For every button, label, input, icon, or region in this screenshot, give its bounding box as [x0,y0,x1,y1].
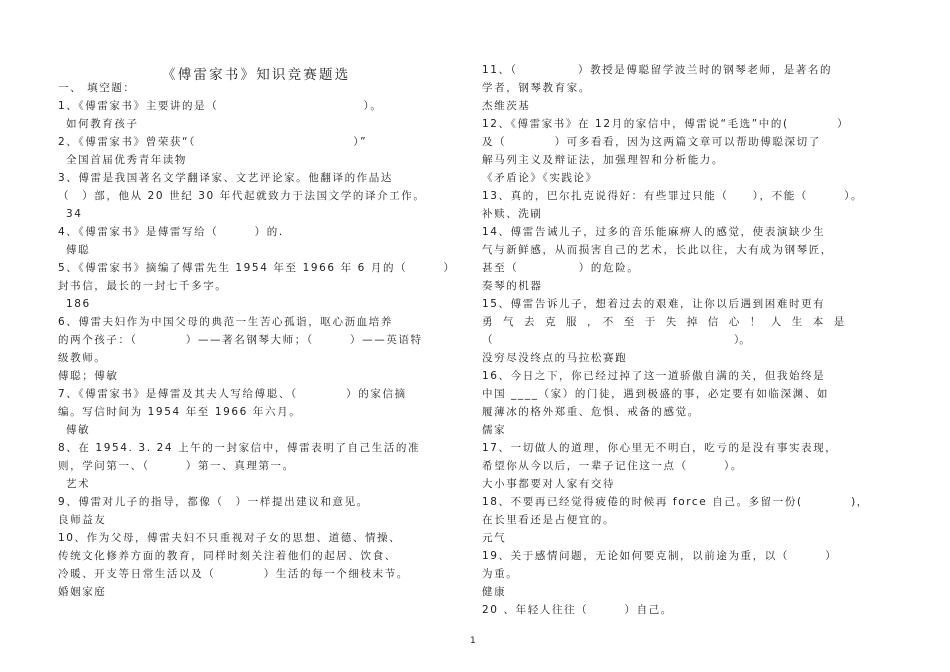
question-19-line-2: 为重。 [482,568,519,580]
answer-13: 补赎、洗刷 [482,208,543,220]
answer-3: 34 [66,208,83,220]
question-10-line-3: 冷暖、开支等日常生活以及（ ）生活的每一个细枝末节。 [58,568,409,580]
question-8-line-2: 则，学问第一、（ ）第一、真理第一。 [58,460,295,472]
question-14-line-1: 14、傅雷告诫儿子，过多的音乐能麻痹人的感觉，使表演缺少生 [482,226,826,238]
question-16-line-2: 中国 ____（家）的门徒，遇到极盛的事，必定要有如临深渊、如 [482,388,829,400]
answer-18: 元气 [482,532,507,544]
answer-1: 如何教育孩子 [66,118,139,130]
question-6-line-2: 的两个孩子：（ ）——著名钢琴大师；（ ）——英语特 [58,334,423,346]
question-17-line-2: 希望你从今以后，一辈子记住这一点（ ）。 [482,460,743,472]
answer-12: 《矛盾论》《实践论》 [482,172,598,184]
question-16-line-3: 履薄冰的格外郑重、危惧、戒备的感觉。 [482,406,700,418]
answer-10: 婚姻家庭 [58,586,107,598]
question-15-line-1: 15、傅雷告诉儿子，想着过去的艰难，让你以后遇到困难时更有 [482,298,826,310]
question-12-line-2: 及（ ）可多看看，因为这两篇文章可以帮助傅聪深切了 [482,136,821,148]
question-15-line-2: 勇 气 去 克 服 ， 不 至 于 失 掉 信 心 ！ 人 生 本 是 [482,316,845,328]
answer-2: 全国首届优秀青年读物 [66,154,187,166]
question-18-line-2: 在长里看还是占便宜的。 [482,514,616,526]
answer-6: 傅聪；傅敏 [58,370,119,382]
answer-16: 儒家 [482,424,507,436]
answer-9: 良师益友 [58,514,107,526]
answer-14: 奏琴的机器 [482,280,543,292]
answer-5: 186 [66,298,91,310]
question-13: 13、真的，巴尔扎克说得好：有些罪过只能（ ），不能（ ）。 [482,190,864,202]
answer-4: 傅聪 [66,244,91,256]
document-title: 《傅雷家书》知识竞赛题选 [162,67,351,83]
question-2: 2、《傅雷家书》曾荣获“（ ）” [58,136,368,148]
question-7-line-1: 7、《傅雷家书》是傅雷及其夫人写给傅聪、（ ）的家信摘 [58,388,407,400]
question-17-line-1: 17、一切做人的道理，你心里无不明白，吃亏的是没有事实表现， [482,442,838,454]
answer-15: 没穷尽没终点的马拉松赛跑 [482,352,628,364]
question-11-line-1: 11、（ ）教授是傅聪留学波兰时的钢琴老师，是著名的 [482,64,833,76]
question-5-line-2: 封书信，最长的一封七千多字。 [58,280,228,292]
question-5-line-1: 5、《傅雷家书》摘编了傅雷先生 1954 年至 1966 年 6 月的（ ） [58,262,456,274]
page-number: 1 [470,636,476,646]
question-3-line-2: （ ）部，他从 20 世纪 30 年代起就致力于法国文学的译介工作。 [58,190,426,202]
question-19-line-1: 19、关于感情问题，无论如何要克制，以前途为重，以（ ） [482,550,838,562]
question-14-line-2: 气与新鲜感，从而损害自己的艺术，长此以往，大有成为钢琴匠， [482,244,833,256]
answer-19: 健康 [482,586,507,598]
question-11-line-2: 学者，钢琴教育家。 [482,82,591,94]
answer-11: 杰维茨基 [482,100,531,112]
question-3-line-1: 3、傅雷是我国著名文学翻译家、文艺评论家。他翻译的作品达 [58,172,393,184]
question-16-line-1: 16、今日之下，你已经过掉了这一道骄傲自满的关，但我始终是 [482,370,826,382]
question-12-line-3: 解马列主义及辩证法，加强理智和分析能力。 [482,154,724,166]
question-12-line-1: 12、《傅雷家书》在 12月的家信中，傅雷说“毛选”中的( ） [482,118,850,130]
answer-8: 艺术 [66,478,91,490]
question-8-line-1: 8、在 1954. 3. 24 上午的一封家信中，傅雷表明了自己生活的准 [58,442,421,454]
question-6-line-3: 级教师。 [58,352,107,364]
question-1: 1、《傅雷家书》主要讲的是（ ）。 [58,100,383,112]
section-heading: 一、 填空题： [58,82,136,94]
question-10-line-2: 传统文化修养方面的教育，同样时刻关注着他们的起居、饮食、 [58,550,397,562]
question-7-line-2: 编。写信时间为 1954 年至 1966 年六月。 [58,406,302,418]
answer-17: 大小事都要对人家有交待 [482,478,616,490]
question-6-line-1: 6、傅雷夫妇作为中国父母的典范一生苦心孤诣，呕心沥血培养 [58,316,393,328]
question-10-line-1: 10、作为父母，傅雷夫妇不只重视对子女的思想、道德、情操、 [58,532,402,544]
answer-7: 傅敏 [66,424,91,436]
question-18-line-1: 18、不要再已经觉得疲倦的时候再 force 自己。多留一份( )， [482,496,869,508]
question-20: 20 、年轻人往往（ ）自己。 [482,604,673,616]
question-4: 4、《傅雷家书》是傅雷写给（ ）的. [58,226,284,238]
question-9: 9、傅雷对儿子的指导，都像（ ）一样提出建议和意见。 [58,496,369,508]
question-14-line-3: 甚至（ ）的危险。 [482,262,640,274]
question-15-line-3: （ ）。 [482,334,750,346]
